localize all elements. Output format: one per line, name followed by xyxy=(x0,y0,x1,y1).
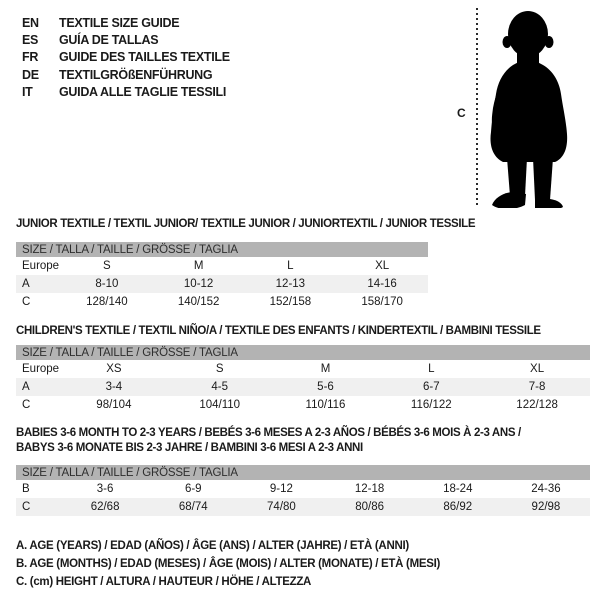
guide-title: GUIDE DES TAILLES TEXTILE xyxy=(59,50,230,65)
junior-table-title: JUNIOR TEXTILE / TEXTIL JUNIOR/ TEXTILE JUNIOR / JUNIORTEXTIL / JUNIOR TESSILE xyxy=(16,218,476,230)
size-cell: XL xyxy=(530,363,545,375)
lang-code: EN xyxy=(22,15,39,30)
size-cell: 116/122 xyxy=(410,399,452,411)
size-header-bar: SIZE / TALLA / TAILLE / GRÖSSE / TAGLIA xyxy=(16,242,428,257)
size-cell: S xyxy=(103,260,111,272)
lang-row-es xyxy=(22,31,230,48)
lang-row-it xyxy=(22,83,230,100)
size-cell: 3-6 xyxy=(96,483,114,495)
note-c: C. (cm) HEIGHT / ALTURA / HAUTEUR / HÖHE / ALTEZZA xyxy=(16,576,312,588)
size-cell: 6-9 xyxy=(184,483,202,495)
table-row xyxy=(16,396,590,414)
row-label: B xyxy=(22,483,30,495)
size-cell: 122/128 xyxy=(516,399,558,411)
size-cell: 104/110 xyxy=(199,399,241,411)
size-cell: 110/116 xyxy=(305,399,346,411)
size-cell: M xyxy=(320,363,331,375)
guide-title: TEXTILE SIZE GUIDE xyxy=(59,15,180,30)
size-cell: 7-8 xyxy=(528,381,546,393)
table-row xyxy=(16,480,590,498)
size-cell: L xyxy=(428,363,435,375)
size-cell: 74/80 xyxy=(267,501,296,513)
babies-table-title-line1: BABIES 3-6 MONTH TO 2-3 YEARS / BEBÉS 3-6 MESES A 2-3 AÑOS / BÉBÉS 3-6 MOIS À 2-3 ANS / xyxy=(16,427,521,439)
row-label: C xyxy=(22,296,31,308)
size-cell: 80/86 xyxy=(355,501,384,513)
lang-row-de xyxy=(22,66,230,83)
size-cell: M xyxy=(193,260,204,272)
row-label: C xyxy=(22,399,31,411)
size-cell: 98/104 xyxy=(96,399,132,411)
size-header-bar: SIZE / TALLA / TAILLE / GRÖSSE / TAGLIA xyxy=(16,345,590,360)
children-table-title: CHILDREN'S TEXTILE / TEXTIL NIÑO/A / TEXTILE DES ENFANTS / KINDERTEXTIL / BAMBINI TESSILE xyxy=(16,325,541,337)
table-row xyxy=(16,293,428,311)
size-cell: 62/68 xyxy=(90,501,120,513)
lang-row-fr xyxy=(22,49,230,66)
lang-code: IT xyxy=(22,84,33,99)
size-cell: 4-5 xyxy=(211,381,228,393)
note-b: B. AGE (MONTHS) / EDAD (MESES) / ÂGE (MOIS) / ALTER (MONATE) / ETÀ (MESI) xyxy=(16,558,441,570)
table-row xyxy=(16,378,590,396)
row-label: C xyxy=(22,501,31,513)
junior-table xyxy=(16,242,428,311)
guide-title: GUÍA DE TALLAS xyxy=(59,32,159,47)
height-measure-line xyxy=(476,8,478,207)
size-cell: 92/98 xyxy=(531,501,561,513)
size-cell: 12-13 xyxy=(275,278,306,290)
row-label: Europe xyxy=(22,363,60,375)
size-cell: 14-16 xyxy=(367,278,397,290)
size-cell: 68/74 xyxy=(178,501,208,513)
size-cell: 152/158 xyxy=(269,296,312,308)
table-row xyxy=(16,275,428,293)
table-row xyxy=(16,498,590,516)
language-header xyxy=(22,14,230,100)
size-header-bar: SIZE / TALLA / TAILLE / GRÖSSE / TAGLIA xyxy=(16,465,590,480)
row-label: Europe xyxy=(22,260,60,272)
guide-title: GUIDA ALLE TAGLIE TESSILI xyxy=(59,84,227,99)
babies-table xyxy=(16,465,590,516)
row-label: A xyxy=(22,381,30,393)
footnotes xyxy=(16,537,440,591)
size-cell: XL xyxy=(375,260,390,272)
lang-code: FR xyxy=(22,50,39,65)
size-cell: L xyxy=(287,260,294,272)
babies-table-title-line2: BABYS 3-6 MONATE BIS 2-3 JAHRE / BAMBINI 3-6 MESI A 2-3 ANNI xyxy=(16,442,363,454)
table-row xyxy=(16,257,428,275)
note-a: A. AGE (YEARS) / EDAD (AÑOS) / ÂGE (ANS) / ALTER (JAHRE) / ETÀ (ANNI) xyxy=(16,540,409,552)
size-cell: 12-18 xyxy=(354,483,385,495)
guide-title: TEXTILGRÖßENFÜHRUNG xyxy=(59,67,213,82)
size-cell: 158/170 xyxy=(361,296,403,308)
size-cell: S xyxy=(215,363,224,375)
size-cell: 3-4 xyxy=(105,381,123,393)
size-cell: 5-6 xyxy=(317,381,334,393)
children-table xyxy=(16,345,590,414)
size-cell: 9-12 xyxy=(269,483,293,495)
size-cell: 140/152 xyxy=(177,296,220,308)
height-measure-label: C xyxy=(457,106,466,120)
lang-code: ES xyxy=(22,32,39,47)
size-cell: 128/140 xyxy=(86,296,128,308)
size-cell: 6-7 xyxy=(422,381,440,393)
size-cell: 10-12 xyxy=(183,278,214,290)
size-cell: 24-36 xyxy=(531,483,561,495)
table-row xyxy=(16,360,590,378)
lang-row-en xyxy=(22,14,230,31)
size-cell: 18-24 xyxy=(443,483,473,495)
size-cell: XS xyxy=(106,363,122,375)
row-label: A xyxy=(22,278,30,290)
baby-silhouette-icon xyxy=(483,8,573,208)
size-cell: 86/92 xyxy=(443,501,473,513)
babies-table-title xyxy=(16,426,521,456)
size-cell: 8-10 xyxy=(95,278,119,290)
lang-code: DE xyxy=(22,67,39,82)
